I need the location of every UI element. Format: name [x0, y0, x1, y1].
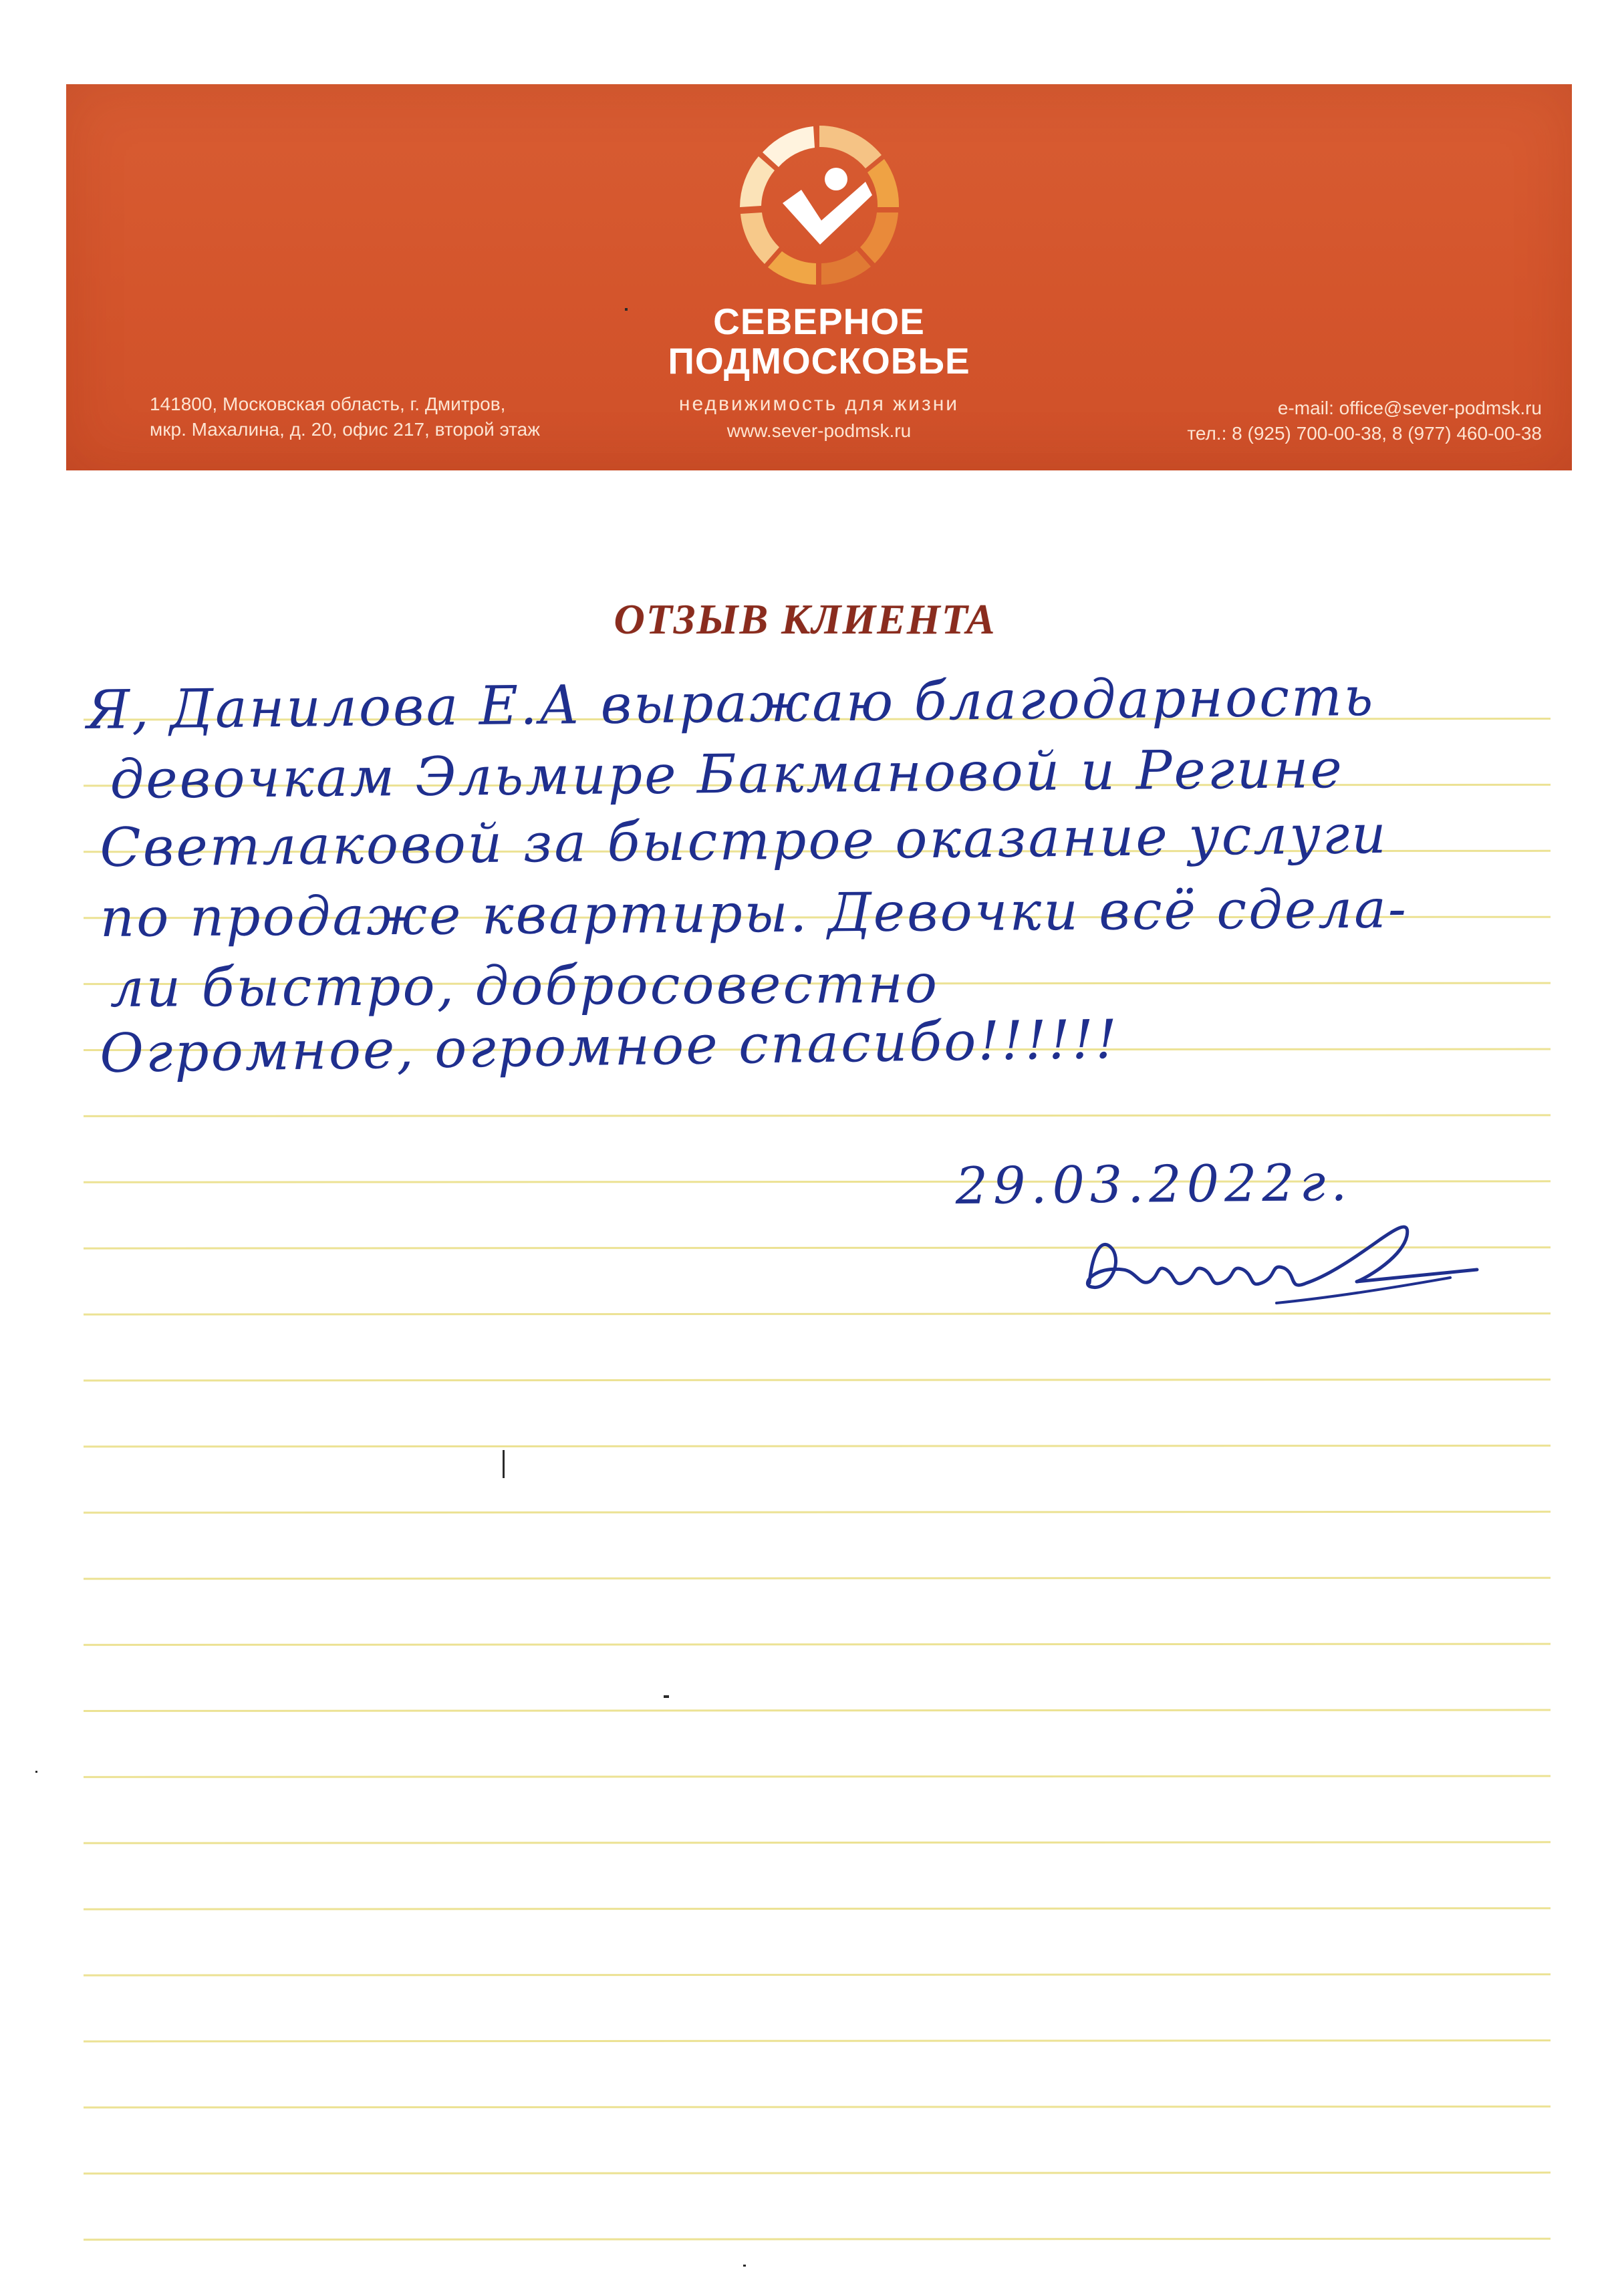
ruled-line: [84, 1578, 1551, 1579]
review-title: ОТЗЫВ КЛИЕНТА: [614, 595, 996, 643]
handwritten-line: Огромное, огромное спасибо!!!!!!: [99, 1008, 1119, 1085]
ruled-line: [84, 1710, 1551, 1711]
ruled-line: [84, 1644, 1551, 1645]
company-address-line2: мкр. Махалина, д. 20, офис 217, второй этаж: [150, 419, 540, 440]
ruled-line: [84, 1908, 1551, 1910]
ruled-line: [84, 1115, 1551, 1117]
scan-speck: [743, 2265, 746, 2267]
scan-speck: [664, 1695, 669, 1698]
ruled-line: [84, 1776, 1551, 1777]
handwritten-line: Светлаковой за быстрое оказание услуги: [100, 803, 1389, 879]
scan-speck: [625, 308, 628, 311]
brand-name-line2: ПОДМОСКОВЬЕ: [668, 340, 970, 382]
ruled-line: [84, 1380, 1551, 1381]
company-email: e-mail: office@sever-podmsk.ru: [1277, 398, 1542, 418]
handwritten-line: девочкам Эльмире Бакмановой и Регине: [110, 737, 1345, 811]
client-signature: [1076, 1203, 1490, 1316]
ruled-line: [84, 2041, 1551, 2042]
ruled-line: [84, 2172, 1551, 2174]
scan-speck: [35, 1771, 37, 1773]
brand-name-line1: СЕВЕРНОЕ: [713, 301, 925, 342]
ruled-line: [84, 1512, 1551, 1513]
ruled-line: [84, 1842, 1551, 1844]
ruled-line: [84, 2106, 1551, 2108]
company-phones: тел.: 8 (925) 700-00-38, 8 (977) 460-00-38: [1187, 423, 1542, 444]
ruled-line: [84, 1975, 1551, 1976]
handwritten-line: ли быстро, добросовестно: [110, 952, 940, 1019]
scan-speck: [503, 1450, 505, 1478]
handwritten-line: по продаже квартиры. Девочки всё сдела-: [100, 877, 1409, 949]
company-website: www.sever-podmsk.ru: [726, 420, 912, 441]
company-address-line1: 141800, Московская область, г. Дмитров,: [150, 394, 506, 414]
ruled-line: [84, 1445, 1551, 1447]
brand-tagline: недвижимость для жизни: [678, 393, 960, 415]
handwritten-line: Я, Данилова Е.А выражаю благодарность: [86, 665, 1375, 741]
ruled-line: [84, 2239, 1551, 2240]
handwritten-date: 29.03.2022г.: [955, 1152, 1353, 1215]
